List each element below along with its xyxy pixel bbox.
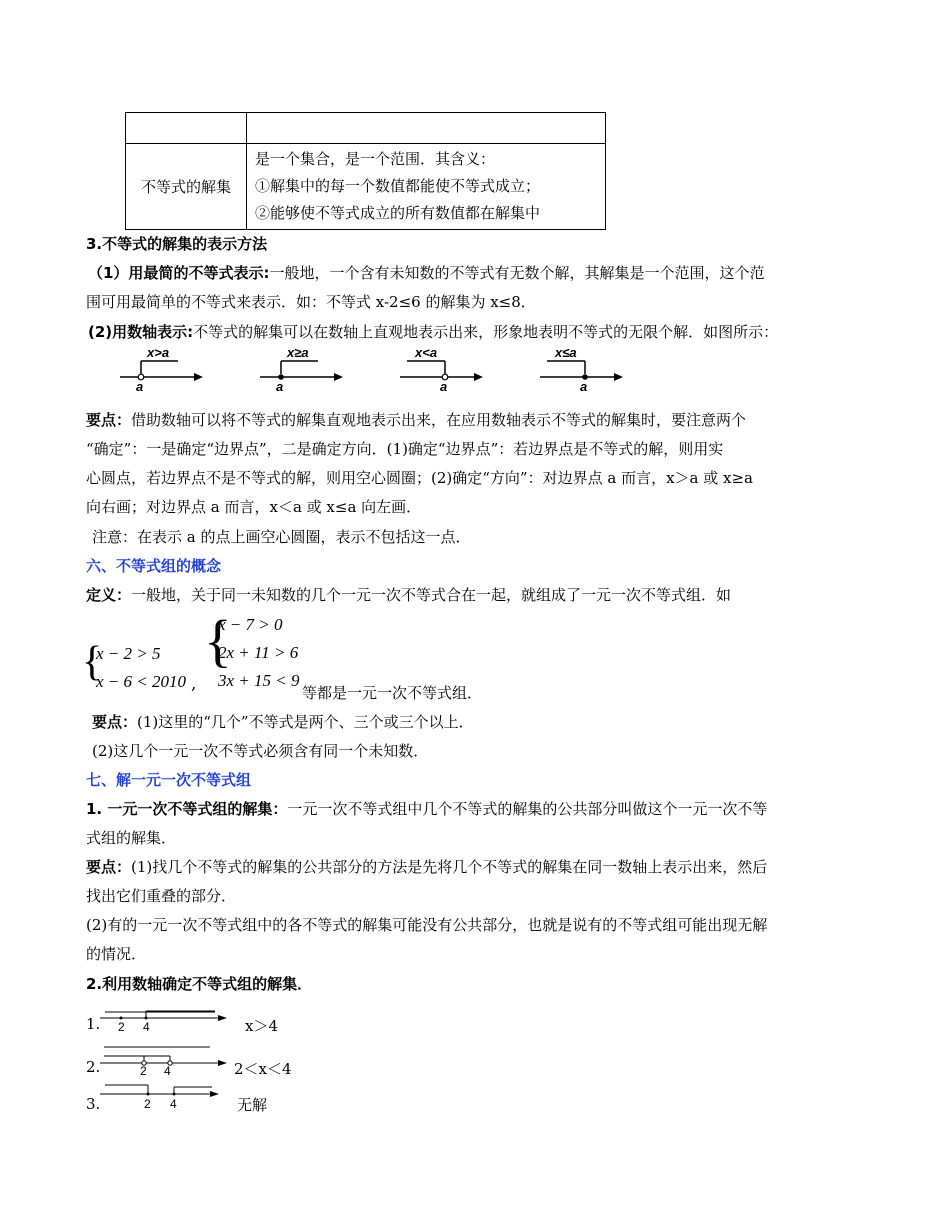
figure-x-ge-a	[260, 345, 343, 393]
p2-text: 不等式的解集可以在数轴上直观地表示出来，形象地表明不等式的无限个解．如图所示：	[193, 323, 779, 341]
system-2-eq3: 3x + 15 < 9	[218, 671, 300, 690]
sec7-p1-line2: 式组的解集．	[86, 829, 177, 847]
section-3-p1-line2: 围可用最简单的不等式来表示．如：不等式 x-2≤6 的解集为 x≤8．	[86, 293, 536, 311]
tick-label: 4	[143, 1020, 150, 1034]
definition-table	[125, 112, 606, 230]
table-line: 是一个集合，是一个范围．其含义：	[255, 150, 496, 168]
system-1-brace: {	[82, 639, 103, 685]
table-header-right	[247, 113, 606, 144]
key-point-line2: “确定”：一是确定“边界点”，二是确定方向．(1)确定“边界点”：若边界点是不等式的解，则用实	[86, 440, 724, 458]
tick-label: 4	[170, 1097, 177, 1111]
fig-label: x≥a	[287, 345, 309, 360]
example-2-result: 2＜x＜4	[234, 1060, 292, 1078]
key-point-line1: 要点：借助数轴可以将不等式的解集直观地表示出来，在应用数轴表示不等式的解集时，要注意两个	[86, 411, 747, 429]
system-2-eq1: x − 7 > 0	[218, 615, 283, 634]
example-3-number-line	[100, 1080, 230, 1112]
sec7-key2: (2)有的一元一次不等式组中的各不等式的解集可能没有公共部分，也就是说有的不等式组可能出现无解	[86, 916, 768, 934]
tick-label: 4	[164, 1064, 171, 1075]
fig-label: x≤a	[555, 345, 577, 360]
tick-label: 2	[140, 1064, 147, 1075]
system-2-eq2: 2x + 11 > 6	[218, 643, 299, 662]
system-1-eq2: x − 6 < 2010	[96, 672, 186, 691]
fig-point: a	[440, 379, 448, 393]
key-label: 要点：	[86, 858, 132, 876]
p1-text: 一般地，一个含有未知数的不等式有无数个解，其解集是一个范围，这个范	[269, 264, 765, 282]
key-label: 要点：	[92, 713, 138, 731]
example-2-number-line	[100, 1043, 230, 1075]
section-6-heading: 六、不等式组的概念	[86, 557, 222, 575]
system-1-eq1: x − 2 > 5	[96, 644, 161, 663]
definition: 定义：一般地，关于同一未知数的几个一元一次不等式合在一起，就组成了一元一次不等式组．如	[86, 586, 732, 604]
tick-label: 2	[118, 1020, 125, 1034]
fig-point: a	[580, 379, 588, 393]
table-line: ②能够使不等式成立的所有数值都在解集中	[255, 204, 541, 222]
example-1-num: 1.	[86, 1015, 101, 1033]
comma: ,	[191, 674, 197, 694]
example-2-num: 2.	[86, 1058, 101, 1076]
sec7-key2b: 的情况．	[86, 945, 147, 963]
note: 注意：在表示 a 的点上画空心圆圈，表示不包括这一点．	[92, 528, 471, 546]
sec6-key1: 要点：(1)这里的“几个”不等式是两个、三个或三个以上．	[92, 713, 474, 731]
def-label: 定义：	[86, 586, 132, 604]
fig-label: x<a	[415, 345, 438, 360]
tick-label: 2	[144, 1097, 151, 1111]
fig-point: a	[136, 379, 144, 393]
table-line: ①解集中的每一个数值都能使不等式成立；	[255, 177, 541, 195]
system-after-text: 等都是一元一次不等式组．	[302, 684, 483, 702]
figure-x-gt-a	[120, 345, 203, 393]
figure-x-lt-a	[400, 345, 483, 393]
section-3-heading: 3.不等式的解集的表示方法	[86, 235, 268, 253]
table-content	[247, 144, 606, 230]
table-header-left	[126, 113, 247, 144]
key-label: 要点：	[86, 411, 132, 429]
example-3-result: 无解	[237, 1096, 268, 1114]
sec7-sub2: 2.利用数轴确定不等式组的解集．	[86, 975, 313, 993]
sec7-p1: 1. 一元一次不等式组的解集：一元一次不等式组中几个不等式的解集的公共部分叫做这个一元一次不等	[86, 800, 768, 818]
section-3-p1	[88, 262, 764, 283]
key-point-line4: 向右画；对边界点 a 而言，x＜a 或 x≤a 向左画．	[86, 498, 422, 516]
sec6-key2: (2)这几个一元一次不等式必须含有同一个未知数．	[92, 742, 429, 760]
sec7-key1: 要点：(1)找几个不等式的解集的公共部分的方法是先将几个不等式的解集在同一数轴上表示出来，然后	[86, 858, 768, 876]
key-point-line3: 心圆点，若边界点不是不等式的解，则用空心圆圈；(2)确定“方向”：对边界点 a 而言，x＞a 或 x≥a	[86, 469, 753, 487]
fig-label: x>a	[147, 345, 170, 360]
table-label: 不等式的解集	[126, 144, 247, 230]
example-3-num: 3.	[86, 1095, 101, 1113]
figure-x-le-a	[540, 345, 623, 393]
example-1-result: x＞4	[245, 1017, 279, 1035]
number-line-figures	[115, 343, 635, 393]
example-1-number-line	[100, 1003, 230, 1035]
p2-label: (2)用数轴表示:	[88, 323, 194, 341]
system-2-brace: {	[204, 608, 232, 673]
p1-label: （1）用最简的不等式表示:	[88, 264, 270, 282]
section-7-heading: 七、解一元一次不等式组	[86, 771, 252, 789]
section-3-p2	[88, 321, 778, 342]
fig-point: a	[276, 379, 284, 393]
p1-label: 1. 一元一次不等式组的解集：	[86, 800, 288, 818]
sec7-key1b: 找出它们重叠的部分．	[86, 887, 237, 905]
